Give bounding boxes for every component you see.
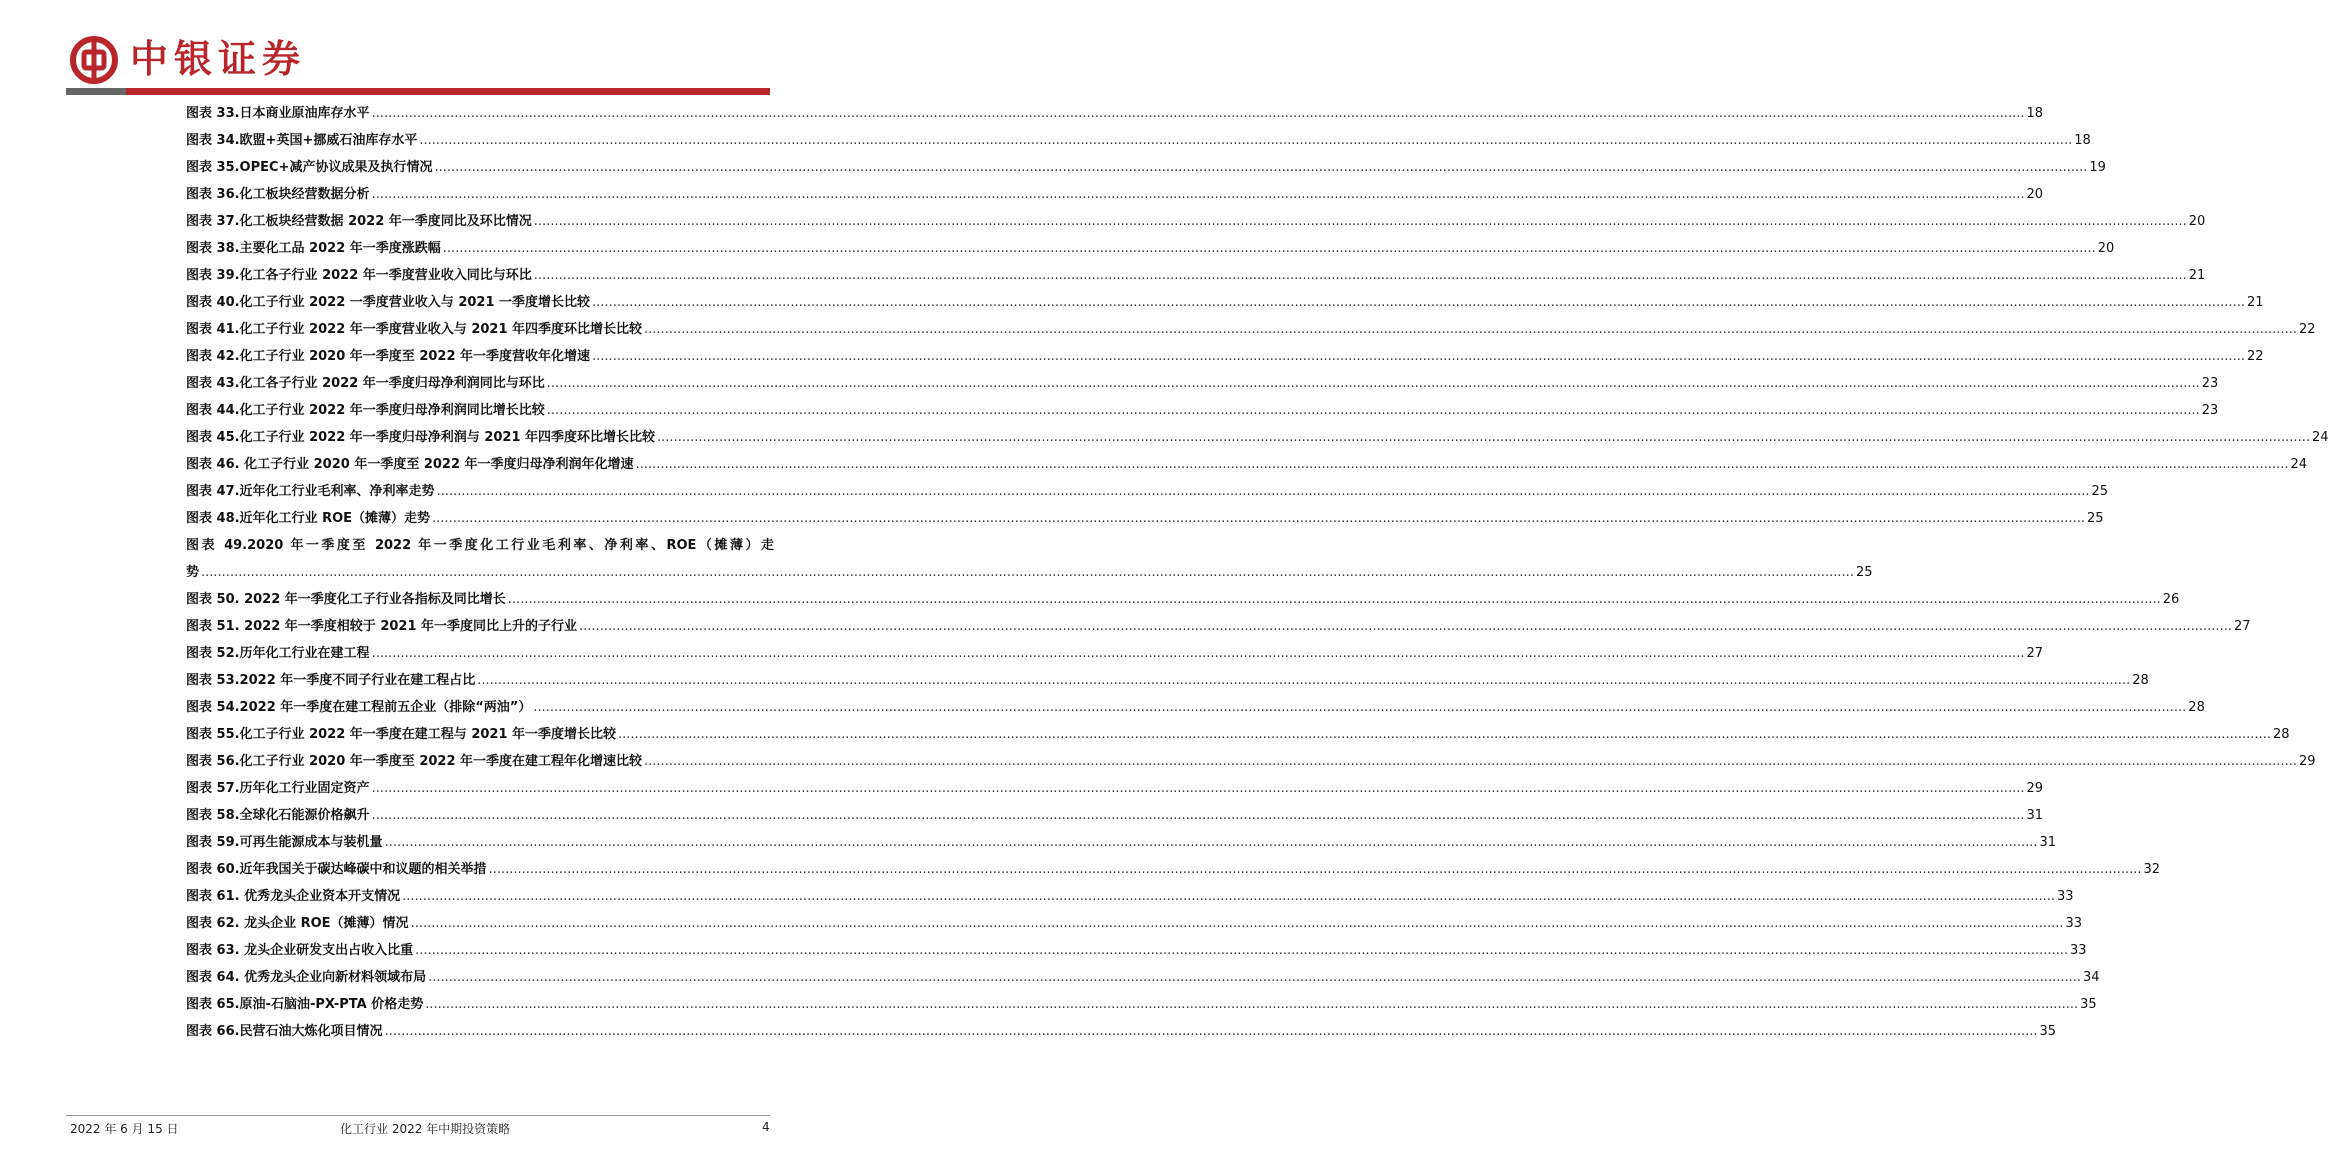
toc-leader-dots: ................................................................................................................................................................................................................................................................................................................................................................................................................ bbox=[635, 457, 2289, 472]
toc-entry-title: 图表 46. 化工子行业 2020 年一季度至 2022 年一季度归母净利润年化增速 bbox=[186, 457, 634, 472]
toc-entry-title-line2: 势 bbox=[186, 565, 200, 580]
toc-entry-page: 31 bbox=[2026, 808, 2044, 823]
toc-entry[interactable] bbox=[186, 748, 2316, 775]
toc-leader-dots: ................................................................................................................................................................................................................................................................................................................................................................................................................ bbox=[507, 592, 2161, 607]
toc-leader-dots: ................................................................................................................................................................................................................................................................................................................................................................................................................ bbox=[592, 349, 2245, 364]
toc-entry-page: 24 bbox=[2311, 430, 2329, 445]
toc-entry[interactable] bbox=[186, 802, 2044, 829]
toc-entry[interactable] bbox=[186, 640, 2044, 667]
toc-entry-page: 18 bbox=[2026, 106, 2044, 121]
toc-leader-dots: ................................................................................................................................................................................................................................................................................................................................................................................................................ bbox=[425, 997, 2079, 1012]
toc-leader-dots: ................................................................................................................................................................................................................................................................................................................................................................................................................ bbox=[657, 430, 2310, 445]
footer-rule bbox=[66, 1115, 770, 1116]
toc-entry-title: 图表 48.近年化工行业 ROE（摊薄）走势 bbox=[186, 511, 431, 526]
toc-entry-page: 20 bbox=[2026, 187, 2044, 202]
toc-entry[interactable] bbox=[186, 235, 2115, 262]
toc-entry-page: 35 bbox=[2080, 997, 2097, 1012]
toc-entry[interactable] bbox=[186, 667, 2149, 694]
footer-date: 2022 年 6 月 15 日 bbox=[70, 1122, 179, 1136]
toc-entry-title: 图表 60.近年我国关于碳达峰碳中和议题的相关举措 bbox=[186, 862, 487, 877]
toc-entry-page: 26 bbox=[2162, 592, 2180, 607]
toc-entry[interactable] bbox=[186, 910, 2083, 937]
toc-entry-page: 27 bbox=[2233, 619, 2251, 634]
toc-entry-title: 图表 39.化工各子行业 2022 年一季度营业收入同比与环比 bbox=[186, 268, 532, 283]
toc-entry-page: 33 bbox=[2057, 889, 2074, 904]
toc-entry-title-line1: 图表 49.2020 年一季度至 2022 年一季度化工行业毛利率、净利率、ROE（摊薄）走 bbox=[186, 538, 774, 553]
toc-entry-title: 图表 63. 龙头企业研发支出占收入比重 bbox=[186, 943, 414, 958]
toc-entry-page: 19 bbox=[2089, 160, 2106, 175]
toc-entry[interactable] bbox=[186, 1018, 2057, 1045]
toc-entry-title: 图表 41.化工子行业 2022 年一季度营业收入与 2021 年四季度环比增长比较 bbox=[186, 322, 643, 337]
toc-entry-title: 图表 57.历年化工行业固定资产 bbox=[186, 781, 370, 796]
toc-entry-page: 24 bbox=[2290, 457, 2308, 472]
toc-entry-page: 28 bbox=[2132, 673, 2149, 688]
toc-entry-title: 图表 47.近年化工行业毛利率、净利率走势 bbox=[186, 484, 435, 499]
toc-leader-dots: ................................................................................................................................................................................................................................................................................................................................................................................................................ bbox=[644, 754, 2297, 769]
toc-entry-title: 图表 61. 优秀龙头企业资本开支情况 bbox=[186, 889, 401, 904]
toc-entry-title: 图表 55.化工子行业 2022 年一季度在建工程与 2021 年一季度增长比较 bbox=[186, 727, 617, 742]
toc-leader-dots: ................................................................................................................................................................................................................................................................................................................................................................................................................ bbox=[592, 295, 2245, 310]
toc-leader-dots: ................................................................................................................................................................................................................................................................................................................................................................................................................ bbox=[533, 268, 2187, 283]
toc-entry[interactable] bbox=[186, 316, 2316, 343]
toc-entry-page: 23 bbox=[2201, 376, 2219, 391]
toc-entry[interactable] bbox=[186, 154, 2106, 181]
toc-leader-dots: ................................................................................................................................................................................................................................................................................................................................................................................................................ bbox=[402, 889, 2056, 904]
toc-entry[interactable] bbox=[186, 586, 2180, 613]
toc-entry-title: 图表 54.2022 年一季度在建工程前五企业（排除“两油”） bbox=[186, 700, 532, 715]
toc-entry[interactable] bbox=[186, 937, 2087, 964]
toc-entry-page: 33 bbox=[2065, 916, 2083, 931]
toc-entry[interactable] bbox=[186, 721, 2290, 748]
toc-entry[interactable] bbox=[186, 424, 2329, 451]
toc-entry-page: 21 bbox=[2246, 295, 2264, 310]
toc-leader-dots: ................................................................................................................................................................................................................................................................................................................................................................................................................ bbox=[371, 808, 2025, 823]
figure-list bbox=[186, 100, 2329, 1045]
toc-entry-title: 图表 58.全球化石能源价格飙升 bbox=[186, 808, 370, 823]
toc-entry-wrapped[interactable] bbox=[186, 532, 1873, 586]
toc-entry-page: 29 bbox=[2026, 781, 2044, 796]
toc-entry[interactable] bbox=[186, 991, 2097, 1018]
toc-leader-dots: ................................................................................................................................................................................................................................................................................................................................................................................................................ bbox=[442, 241, 2096, 256]
toc-entry-title: 图表 51. 2022 年一季度相较于 2021 年一季度同比上升的子行业 bbox=[186, 619, 578, 634]
toc-leader-dots: ................................................................................................................................................................................................................................................................................................................................................................................................................ bbox=[533, 700, 2187, 715]
toc-entry-page: 28 bbox=[2188, 700, 2205, 715]
toc-leader-dots: ................................................................................................................................................................................................................................................................................................................................................................................................................ bbox=[579, 619, 2232, 634]
toc-entry-page: 35 bbox=[2039, 1024, 2057, 1039]
toc-entry-page: 22 bbox=[2246, 349, 2264, 364]
toc-entry-title: 图表 33.日本商业原油库存水平 bbox=[186, 106, 370, 121]
toc-entry[interactable] bbox=[186, 208, 2206, 235]
toc-entry-page: 18 bbox=[2074, 133, 2091, 148]
toc-entry-page: 29 bbox=[2298, 754, 2316, 769]
toc-entry-title: 图表 52.历年化工行业在建工程 bbox=[186, 646, 370, 661]
toc-leader-dots: ................................................................................................................................................................................................................................................................................................................................................................................................................ bbox=[371, 106, 2025, 121]
toc-entry-title: 图表 64. 优秀龙头企业向新材料领域布局 bbox=[186, 970, 427, 985]
toc-entry[interactable] bbox=[186, 829, 2057, 856]
toc-leader-dots: ................................................................................................................................................................................................................................................................................................................................................................................................................ bbox=[410, 916, 2064, 931]
toc-entry-title: 图表 44.化工子行业 2022 年一季度归母净利润同比增长比较 bbox=[186, 403, 545, 418]
toc-entry[interactable] bbox=[186, 775, 2044, 802]
toc-leader-dots: ................................................................................................................................................................................................................................................................................................................................................................................................................ bbox=[432, 511, 2085, 526]
toc-entry-page: 27 bbox=[2026, 646, 2044, 661]
toc-entry[interactable] bbox=[186, 856, 2161, 883]
toc-leader-dots: ................................................................................................................................................................................................................................................................................................................................................................................................................ bbox=[546, 403, 2200, 418]
toc-entry[interactable] bbox=[186, 613, 2251, 640]
toc-leader-dots: ................................................................................................................................................................................................................................................................................................................................................................................................................ bbox=[415, 943, 2069, 958]
toc-leader-dots: ................................................................................................................................................................................................................................................................................................................................................................................................................ bbox=[428, 970, 2082, 985]
toc-entry-title: 图表 36.化工板块经营数据分析 bbox=[186, 187, 370, 202]
bank-of-china-logo-icon bbox=[70, 36, 118, 84]
toc-entry-title: 图表 35.OPEC+减产协议成果及执行情况 bbox=[186, 160, 433, 175]
toc-leader-dots: ................................................................................................................................................................................................................................................................................................................................................................................................................ bbox=[371, 781, 2025, 796]
toc-entry[interactable] bbox=[186, 964, 2100, 991]
toc-entry-title: 图表 38.主要化工品 2022 年一季度涨跌幅 bbox=[186, 241, 441, 256]
toc-leader-dots: ................................................................................................................................................................................................................................................................................................................................................................................................................ bbox=[371, 187, 2025, 202]
toc-entry-page: 32 bbox=[2143, 862, 2161, 877]
toc-entry-page: 31 bbox=[2039, 835, 2057, 850]
toc-entry-title: 图表 62. 龙头企业 ROE（摊薄）情况 bbox=[186, 916, 409, 931]
footer-title: 化工行业 2022 年中期投资策略 bbox=[340, 1122, 511, 1136]
header-rule-dark bbox=[66, 88, 126, 95]
toc-entry[interactable] bbox=[186, 370, 2219, 397]
toc-entry-page: 23 bbox=[2201, 403, 2219, 418]
toc-leader-dots: ................................................................................................................................................................................................................................................................................................................................................................................................................ bbox=[419, 133, 2073, 148]
header-rule-red bbox=[126, 88, 770, 95]
toc-entry-title: 图表 45.化工子行业 2022 年一季度归母净利润与 2021 年四季度环比增长比较 bbox=[186, 430, 656, 445]
toc-entry-page: 20 bbox=[2097, 241, 2115, 256]
toc-entry-title: 图表 56.化工子行业 2020 年一季度至 2022 年一季度在建工程年化增速比较 bbox=[186, 754, 643, 769]
toc-entry-page: 33 bbox=[2070, 943, 2087, 958]
toc-leader-dots: ................................................................................................................................................................................................................................................................................................................................................................................................................ bbox=[533, 214, 2187, 229]
toc-entry[interactable] bbox=[186, 451, 2308, 478]
footer-page-number: 4 bbox=[762, 1120, 770, 1134]
toc-leader-dots: ................................................................................................................................................................................................................................................................................................................................................................................................................ bbox=[201, 565, 1854, 580]
toc-entry[interactable] bbox=[186, 100, 2044, 127]
toc-leader-dots: ................................................................................................................................................................................................................................................................................................................................................................................................................ bbox=[384, 1024, 2038, 1039]
toc-entry-page: 25 bbox=[2086, 511, 2104, 526]
toc-entry-title: 图表 34.欧盟+英国+挪威石油库存水平 bbox=[186, 133, 418, 148]
toc-entry-page: 21 bbox=[2188, 268, 2206, 283]
toc-entry-page: 22 bbox=[2298, 322, 2316, 337]
toc-entry-title: 图表 42.化工子行业 2020 年一季度至 2022 年一季度营收年化增速 bbox=[186, 349, 591, 364]
page-header bbox=[0, 0, 827, 96]
toc-entry[interactable] bbox=[186, 397, 2219, 424]
toc-entry[interactable] bbox=[186, 505, 2104, 532]
toc-entry[interactable] bbox=[186, 127, 2091, 154]
toc-leader-dots: ................................................................................................................................................................................................................................................................................................................................................................................................................ bbox=[436, 484, 2090, 499]
toc-entry[interactable] bbox=[186, 289, 2264, 316]
toc-entry-title: 图表 59.可再生能源成本与装机量 bbox=[186, 835, 383, 850]
toc-entry[interactable] bbox=[186, 478, 2109, 505]
toc-entry-title: 图表 53.2022 年一季度不同子行业在建工程占比 bbox=[186, 673, 476, 688]
toc-entry-title: 图表 40.化工子行业 2022 一季度营业收入与 2021 一季度增长比较 bbox=[186, 295, 591, 310]
toc-leader-dots: ................................................................................................................................................................................................................................................................................................................................................................................................................ bbox=[434, 160, 2088, 175]
toc-entry[interactable] bbox=[186, 694, 2205, 721]
toc-entry[interactable] bbox=[186, 343, 2264, 370]
toc-entry-page: 25 bbox=[2091, 484, 2109, 499]
toc-entry[interactable] bbox=[186, 883, 2074, 910]
toc-entry-page: 28 bbox=[2272, 727, 2290, 742]
toc-leader-dots: ................................................................................................................................................................................................................................................................................................................................................................................................................ bbox=[618, 727, 2271, 742]
toc-entry-title: 图表 50. 2022 年一季度化工子行业各指标及同比增长 bbox=[186, 592, 506, 607]
toc-leader-dots: ................................................................................................................................................................................................................................................................................................................................................................................................................ bbox=[384, 835, 2038, 850]
toc-leader-dots: ................................................................................................................................................................................................................................................................................................................................................................................................................ bbox=[477, 673, 2131, 688]
toc-entry-title: 图表 37.化工板块经营数据 2022 年一季度同比及环比情况 bbox=[186, 214, 532, 229]
toc-entry-title: 图表 65.原油-石脑油-PX-PTA 价格走势 bbox=[186, 997, 424, 1012]
toc-leader-dots: ................................................................................................................................................................................................................................................................................................................................................................................................................ bbox=[371, 646, 2025, 661]
toc-leader-dots: ................................................................................................................................................................................................................................................................................................................................................................................................................ bbox=[546, 376, 2200, 391]
toc-leader-dots: ................................................................................................................................................................................................................................................................................................................................................................................................................ bbox=[644, 322, 2297, 337]
toc-entry-page: 34 bbox=[2083, 970, 2100, 985]
toc-entry[interactable] bbox=[186, 181, 2044, 208]
toc-entry[interactable] bbox=[186, 262, 2206, 289]
toc-entry-title: 图表 43.化工各子行业 2022 年一季度归母净利润同比与环比 bbox=[186, 376, 545, 391]
toc-entry-page: 25 bbox=[1855, 565, 1873, 580]
toc-leader-dots: ................................................................................................................................................................................................................................................................................................................................................................................................................ bbox=[488, 862, 2142, 877]
brand-name: 中银证券 bbox=[130, 37, 307, 81]
toc-entry-page: 20 bbox=[2188, 214, 2206, 229]
toc-entry-title: 图表 66.民营石油大炼化项目情况 bbox=[186, 1024, 383, 1039]
